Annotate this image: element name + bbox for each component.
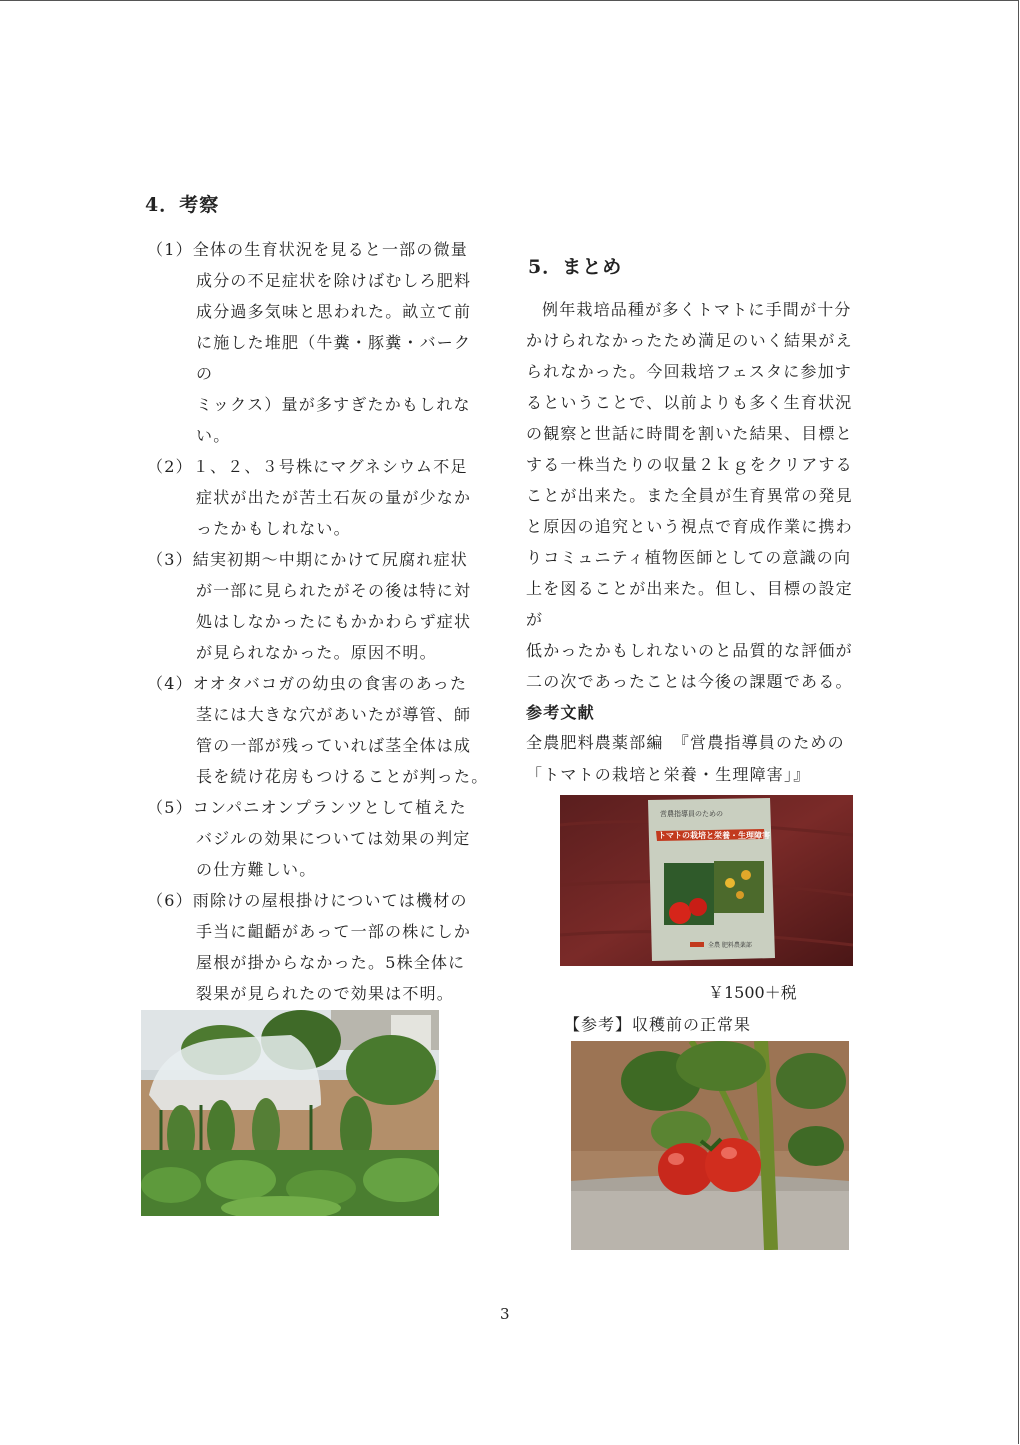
section-5-line: 二の次であったことは今後の課題である。 [526,672,853,691]
section-5-line: 上を図ることが出来た。但し、目標の設定 [526,579,853,598]
section-4-line: の [196,364,214,383]
ripe-tomato-photo [571,1041,849,1250]
section-4-line: 管の一部が残っていれば茎全体は成 [196,736,472,755]
section-4-line: い。 [196,426,231,445]
section-5-line: 例年栽培品種が多くトマトに手間が十分 [542,300,852,319]
references-heading: 参考文献 [526,703,595,722]
section-4-line: 処はしなかったにもかかわらず症状 [196,612,472,631]
greenhouse-field-photo [141,1010,439,1216]
book-title: トマトの栽培と栄養・生理障害 [658,831,770,840]
book-cover-photo [560,795,853,966]
section-4-line: ミックス）量が多すぎたかもしれな [196,395,471,414]
section-5-line: ことが出来た。また全員が生育異常の発見 [526,486,853,505]
section-4-line: （3）結実初期～中期にかけて尻腐れ症状 [147,550,468,569]
section-4-line: が一部に見られたがその後は特に対 [196,581,472,600]
section-4-line: の仕方難しい。 [196,860,317,879]
section-4-line: 成分の不足症状を除けばむしろ肥料 [196,271,472,290]
section-5-line: りコミュニティ植物医師としての意識の向 [526,548,852,567]
reference-line: 全農肥料農薬部編 『営農指導員のための [526,733,845,752]
section-5-line: する一株当たりの収量２ｋｇをクリアする [526,455,853,474]
section-4-line: 屋根が掛からなかった。5株全体に [196,953,466,972]
section-4-line: （2）１、２、３号株にマグネシウム不足 [147,457,468,476]
section-4-line: 茎には大きな穴があいたが導管、師 [196,705,472,724]
section-4-line: 手当に齟齬があって一部の株にしか [196,922,472,941]
section-4-line: ったかもしれない。 [196,519,351,538]
section-5-line: 低かったかもしれないのと品質的な評価が [526,641,853,660]
book-small-title: 営農指導員のための [660,810,723,818]
tomato-caption: 【参考】収穫前の正常果 [564,1015,752,1034]
section-4-line: 成分過多気味と思われた。畝立て前 [196,302,472,321]
book-publisher: 全農 肥料農薬部 [708,942,752,949]
section-4-line: 長を続け花房もつけることが判った。 [196,767,489,786]
section-5-heading: 5．まとめ [528,256,623,278]
page-number: 3 [500,1305,510,1323]
section-4-line: 症状が出たが苦土石灰の量が少なか [196,488,472,507]
section-5-line: かけられなかったため満足のいく結果がえ [526,331,853,350]
section-4-line: 裂果が見られたので効果は不明。 [196,984,455,1003]
section-4-line: が見られなかった。原因不明。 [196,643,437,662]
section-5-line: の観察と世話に時間を割いた結果、目標と [526,424,853,443]
section-5-line: られなかった。今回栽培フェスタに参加す [526,362,853,381]
section-4-line: に施した堆肥（牛糞・豚糞・バーク [196,333,472,352]
section-4-heading: 4．考察 [145,194,220,216]
reference-line: 「トマトの栽培と栄養・生理障害」』 [526,765,811,784]
section-4-line: （6）雨除けの屋根掛けについては機材の [147,891,468,910]
section-5-line: が [526,610,544,629]
section-5-line: るということで、以前よりも多く生育状況 [526,393,853,412]
book-price: ￥1500＋税 [708,983,797,1002]
section-4-line: バジルの効果については効果の判定 [196,829,471,848]
section-4-line: （5）コンパニオンプランツとして植えた [147,798,467,817]
section-4-line: （1）全体の生育状況を見ると一部の微量 [147,240,468,259]
section-5-line: と原因の追究という視点で育成作業に携わ [526,517,853,536]
section-4-line: （4）オオタバコガの幼虫の食害のあった [147,674,468,693]
